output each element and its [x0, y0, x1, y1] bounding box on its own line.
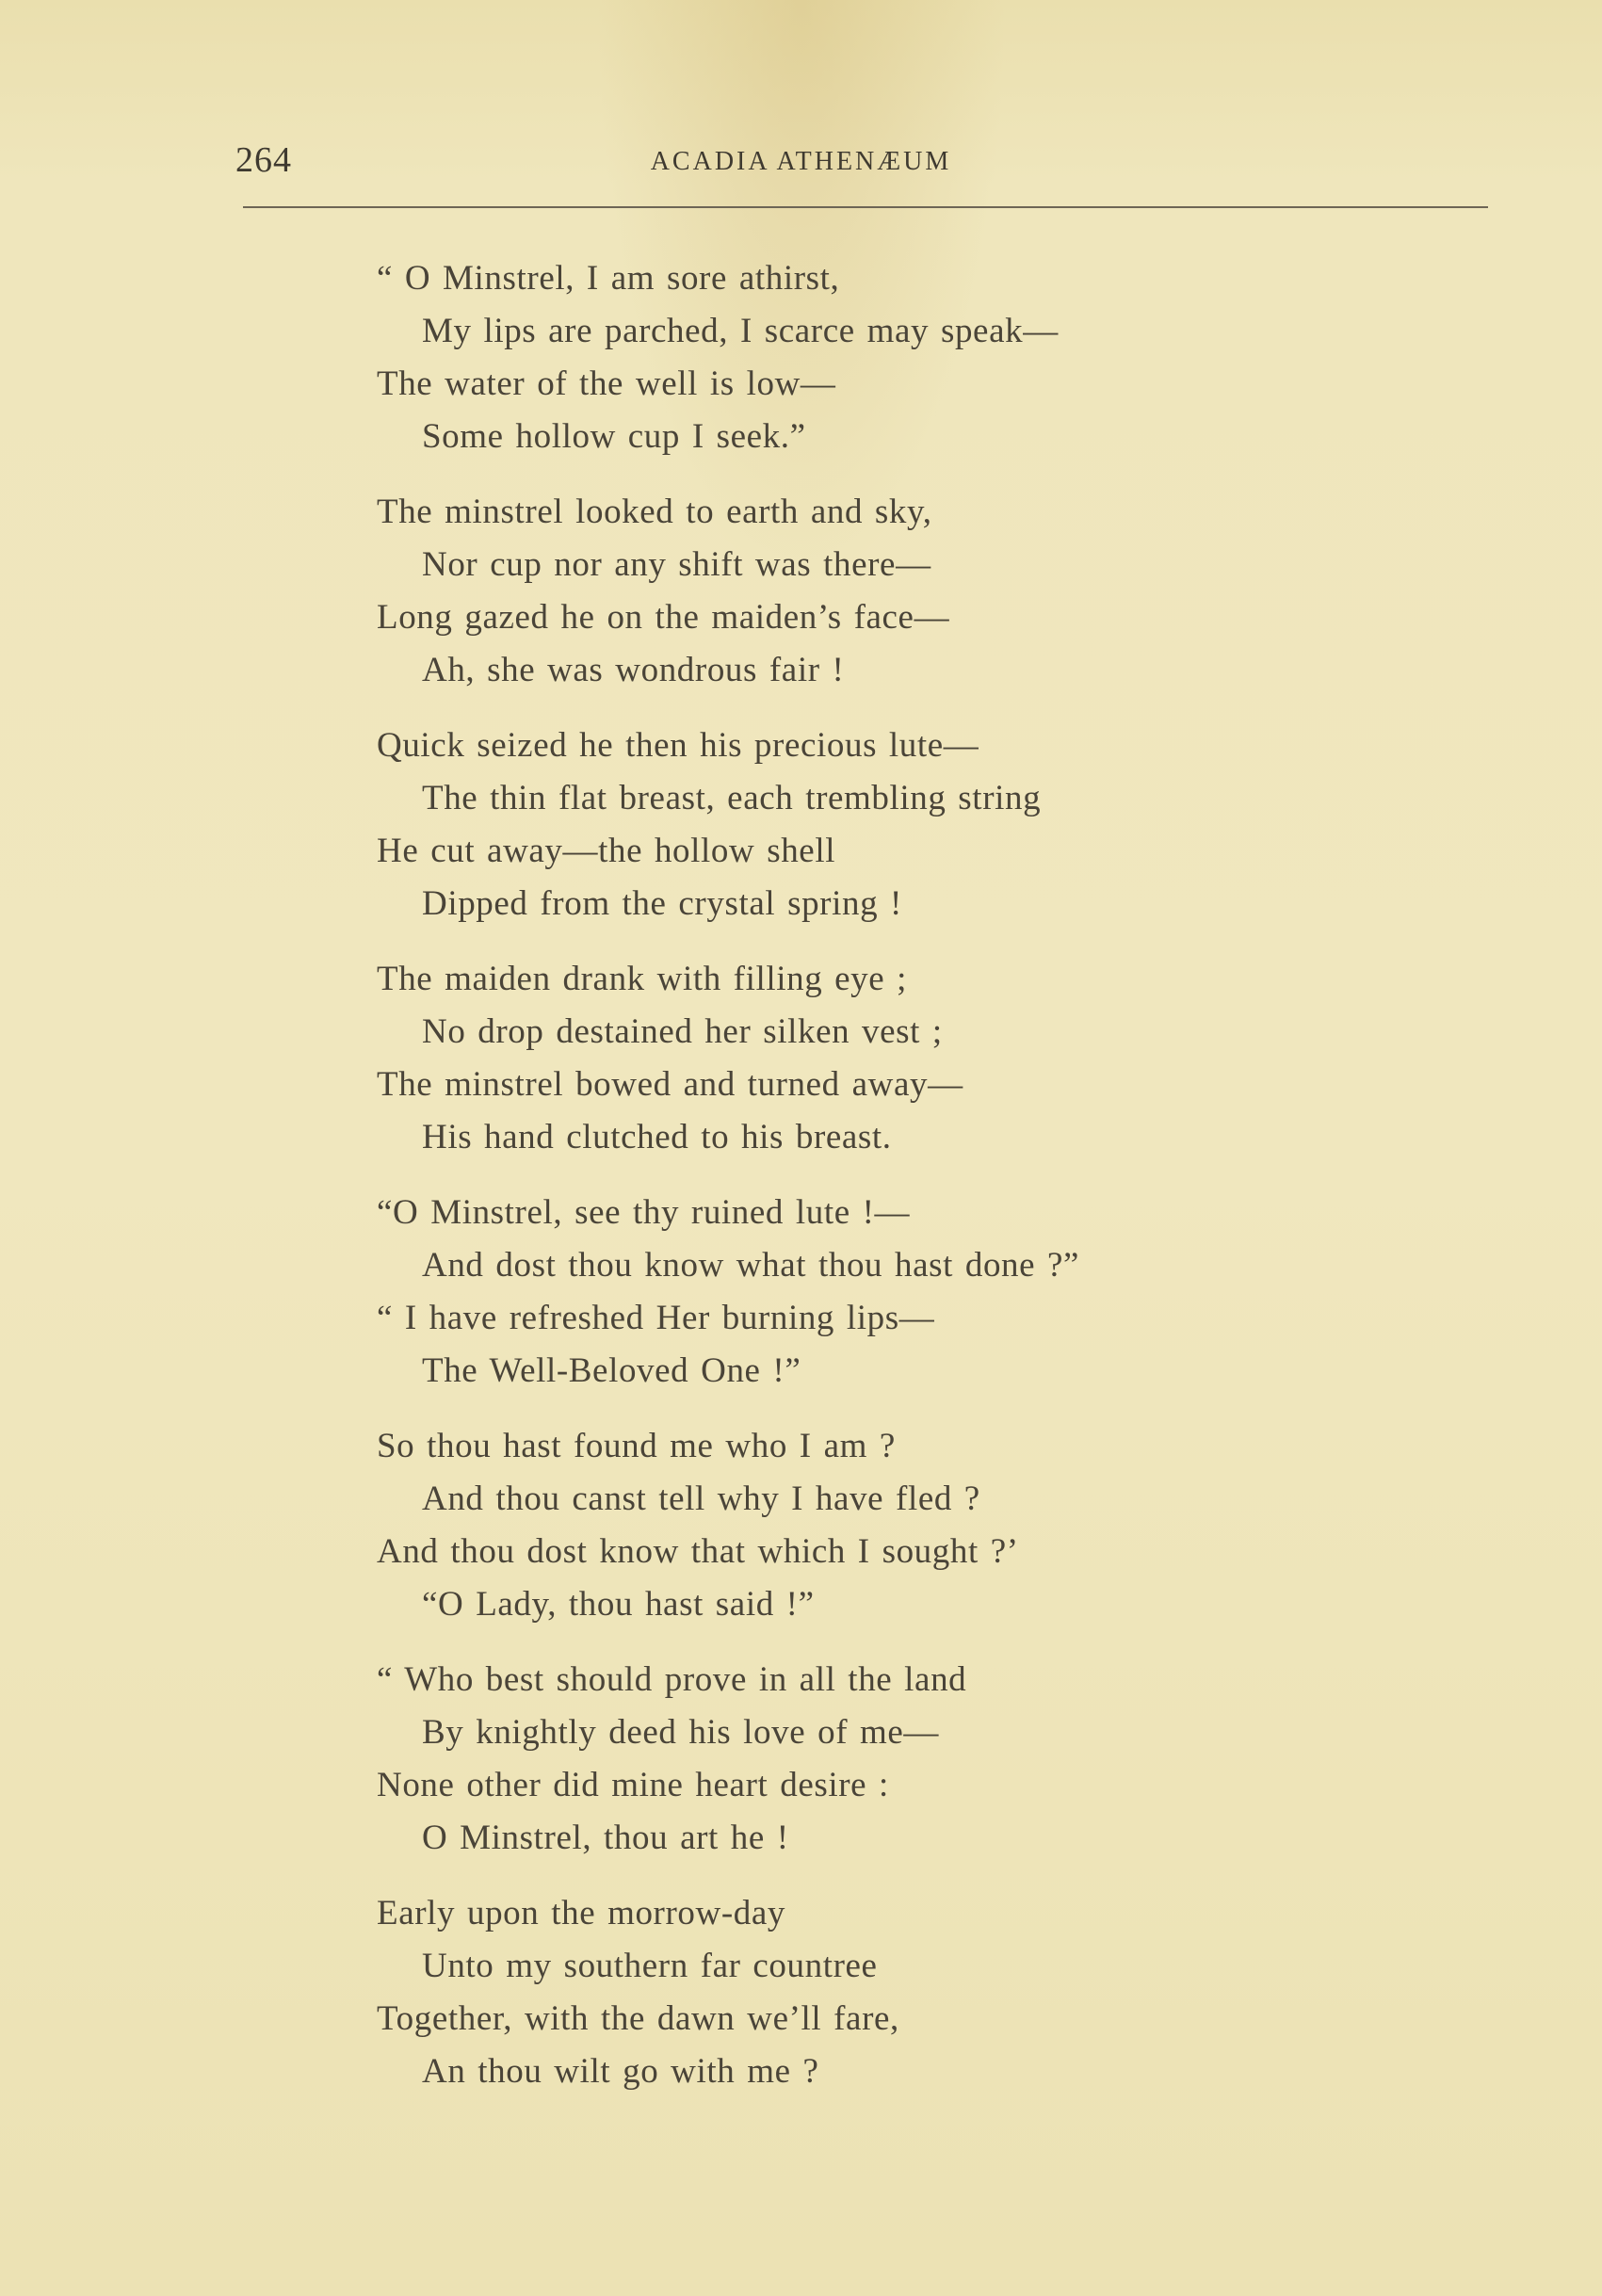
stanza-8	[377, 1887, 1319, 2098]
stanza-3	[377, 720, 1319, 930]
poem-line: So thou hast found me who I am ?	[377, 1427, 896, 1465]
stanza-2	[377, 486, 1319, 697]
poem-body	[377, 252, 1319, 2121]
poem-line: Long gazed he on the maiden’s face—	[377, 598, 950, 637]
poem-line: Some hollow cup I seek.”	[422, 417, 806, 456]
poem-line: He cut away—the hollow shell	[377, 832, 836, 870]
poem-line: Early upon the morrow-day	[377, 1894, 785, 1932]
poem-line: And thou dost know that which I sought ?’	[377, 1532, 1019, 1571]
poem-line: Ah, she was wondrous fair !	[422, 651, 845, 689]
poem-line: O Minstrel, thou art he !	[422, 1819, 789, 1857]
poem-line: His hand clutched to his breast.	[422, 1118, 892, 1156]
header-rule	[243, 206, 1488, 208]
stanza-6	[377, 1420, 1319, 1631]
stanza-1	[377, 252, 1319, 463]
poem-line: Nor cup nor any shift was there—	[422, 545, 931, 584]
poem-line: The water of the well is low—	[377, 364, 836, 403]
poem-line: “O Minstrel, see thy ruined lute !—	[377, 1193, 911, 1232]
poem-line: And dost thou know what thou hast done ?”	[422, 1246, 1080, 1285]
poem-line: The minstrel looked to earth and sky,	[377, 493, 932, 531]
poem-line: The Well-Beloved One !”	[422, 1351, 801, 1390]
poem-line: The thin flat breast, each trembling string	[422, 779, 1042, 817]
poem-line: By knightly deed his love of me—	[422, 1713, 939, 1752]
poem-line: No drop destained her silken vest ;	[422, 1012, 943, 1051]
poem-line: “ O Minstrel, I am sore athirst,	[377, 259, 840, 298]
running-title: ACADIA ATHENÆUM	[650, 147, 952, 176]
poem-line: Together, with the dawn we’ll fare,	[377, 1999, 899, 2038]
poem-line: Unto my southern far countree	[422, 1947, 878, 1985]
poem-line: The maiden drank with filling eye ;	[377, 960, 908, 998]
stanza-5	[377, 1187, 1319, 1398]
poem-line: Quick seized he then his precious lute—	[377, 726, 979, 765]
poem-line: “ I have refreshed Her burning lips—	[377, 1299, 935, 1337]
poem-line: None other did mine heart desire :	[377, 1766, 889, 1804]
poem-line: “O Lady, thou hast said !”	[422, 1585, 815, 1624]
poem-line: An thou wilt go with me ?	[422, 2052, 819, 2091]
poem-line: “ Who best should prove in all the land	[377, 1660, 967, 1699]
poem-line: Dipped from the crystal spring !	[422, 884, 902, 923]
poem-line: And thou canst tell why I have fled ?	[422, 1479, 980, 1518]
poem-line: The minstrel bowed and turned away—	[377, 1065, 963, 1104]
page-number: 264	[235, 140, 292, 180]
stanza-4	[377, 953, 1319, 1164]
poem-line: My lips are parched, I scarce may speak—	[422, 312, 1059, 350]
stanza-7	[377, 1654, 1319, 1865]
